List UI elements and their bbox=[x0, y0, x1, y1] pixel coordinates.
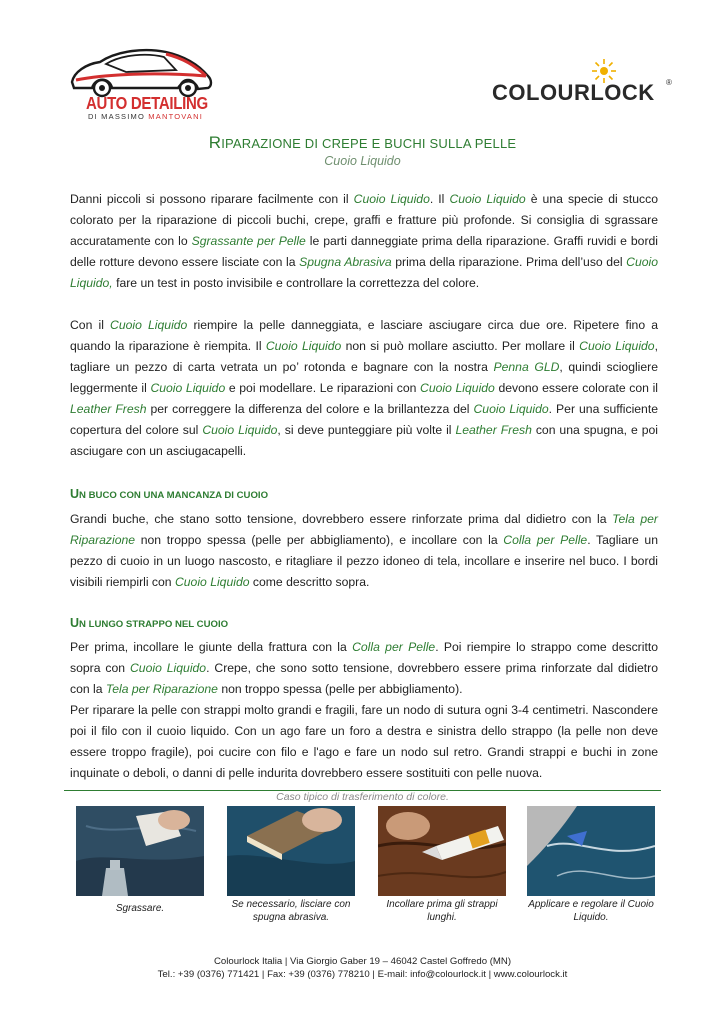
logo-title-text: AUTO DETAILING bbox=[86, 94, 208, 114]
logo-subtitle bbox=[88, 112, 203, 121]
text: e poi modellare. Le riparazioni con bbox=[225, 381, 421, 395]
heading-rest: N BUCO CON UNA MANCANZA DI CUOIO bbox=[79, 490, 269, 501]
product-name: Cuoio Liquido bbox=[202, 423, 278, 437]
product-name: Cuoio Liquido bbox=[110, 318, 188, 332]
text: . Il bbox=[429, 192, 450, 206]
title-initial: R bbox=[208, 133, 222, 152]
photo-sanding bbox=[227, 806, 355, 896]
text: le parti danneggiate prima della riparazione. Graffi ruvidi e bordi delle rotture devono essere lisciate con la bbox=[70, 234, 658, 269]
logo-title bbox=[86, 94, 208, 114]
product-name: Leather Fresh bbox=[455, 423, 532, 437]
product-name: Cuoio Liquido bbox=[579, 339, 655, 353]
product-name: Spugna Abrasiva bbox=[299, 255, 392, 269]
product-name: Tela per Riparazione bbox=[70, 512, 658, 547]
text: prima della riparazione. Prima dell’uso del bbox=[391, 255, 627, 269]
product-name: Cuoio Liquido, bbox=[70, 255, 658, 290]
section-heading-strappo bbox=[70, 616, 228, 630]
product-name: Colla per Pelle bbox=[503, 533, 588, 547]
product-name: Cuoio Liquido bbox=[420, 381, 495, 395]
section-1-text bbox=[70, 509, 658, 593]
footer-address: Colourlock Italia | Via Giorgio Gaber 19 – 46042 Castel Goffredo (MN) bbox=[213, 956, 512, 967]
text: come descritto sopra. bbox=[249, 575, 370, 589]
text: è una specie di stucco colorato per la riparazione di piccoli buchi, crepe, graffi e fratture più profonde. Si consiglia di sgrassare accuratamente con lo bbox=[70, 192, 658, 248]
text: per correggere la differenza del colore e la brillantezza del bbox=[146, 402, 474, 416]
product-name: Cuoio Liquido bbox=[449, 192, 526, 206]
text: non troppo spessa (pelle per abbigliamento). bbox=[217, 682, 463, 696]
page-subtitle: Cuoio Liquido bbox=[324, 154, 401, 168]
text: con una spugna, e poi asciugare con un asciugacapelli. bbox=[70, 423, 658, 458]
photo-degreasing bbox=[76, 806, 204, 896]
product-name: Cuoio Liquido bbox=[150, 381, 226, 395]
product-name: Leather Fresh bbox=[70, 402, 147, 416]
photo-caption: Incollare prima gli strappi lunghi. bbox=[386, 899, 498, 923]
paragraph-1 bbox=[70, 189, 658, 294]
paragraph-2 bbox=[70, 315, 658, 462]
text: Per prima, incollare le giunte della frattura con la bbox=[70, 640, 353, 654]
product-name: Cuoio Liquido bbox=[130, 661, 207, 675]
section-2-text-2: Per riparare la pelle con strappi molto grandi e fragili, fare un nodo di sutura ogni 3-4 centimetri. Nascondere poi il filo con il cuoio liquido. Con un ago fare un foro a destra e sinistra dello strappo (la pelle non deve essere troppo fragile), poi cucire con filo e l'ago e fare un nodo sul retro. Grandi strappi e buchi in zone inquinate o deboli, o danni di pelle indurita dovrebbero essere sostituiti con pelle nuova. bbox=[70, 703, 658, 780]
photo-gluing bbox=[378, 806, 506, 896]
colourlock-logo bbox=[490, 58, 680, 106]
product-name: Cuoio Liquido bbox=[353, 192, 430, 206]
product-name: Sgrassante per Pelle bbox=[191, 234, 306, 248]
product-name: Colla per Pelle bbox=[352, 640, 436, 654]
text: Con il bbox=[70, 318, 111, 332]
logo-subtitle-b: MANTOVANI bbox=[148, 112, 203, 121]
heading-rest: N LUNGO STRAPPO NEL CUOIO bbox=[79, 619, 229, 630]
product-name: Penna GLD bbox=[493, 360, 560, 374]
text: non si può mollare asciutto. Per mollare il bbox=[341, 339, 580, 353]
registered-mark: ® bbox=[666, 78, 672, 87]
logo-subtitle-a: DI MASSIMO bbox=[88, 112, 149, 121]
title-rest: IPARAZIONE DI CREPE E BUCHI SULLA PELLE bbox=[221, 136, 517, 151]
text: . Poi riempire lo strappo come descritto sopra con bbox=[70, 640, 658, 675]
text: , quindi sciogliere leggermente il bbox=[70, 360, 659, 395]
product-name: Cuoio Liquido bbox=[174, 575, 250, 589]
text: . Tagliare un pezzo di cuoio in un luogo nascosto, e ritagliare il pezzo idoneo di tela, incollare e inserire nel buco. I bordi visibili riempirli con bbox=[70, 533, 658, 589]
text: Grandi buche, che stano sotto tensione, dovrebbero essere rinforzate prima dal didietro con la bbox=[70, 512, 613, 526]
photo-caption: Se necessario, lisciare con spugna abrasiva. bbox=[231, 899, 351, 923]
text: devono essere colorate con il bbox=[494, 381, 658, 395]
heading-initial: U bbox=[70, 616, 80, 630]
gallery-caption: Caso tipico di trasferimento di colore. bbox=[276, 791, 449, 803]
text: riempire la pelle danneggiata, e lasciare asciugare circa due ore. Ripetere fino a quando la riparazione è riempita. Il bbox=[70, 318, 659, 353]
text: , tagliare un pezzo di carta vetrata un po’ rotonda e bagnare con la nostra bbox=[70, 339, 658, 374]
page-title bbox=[0, 133, 725, 153]
product-name: Tela per Riparazione bbox=[105, 682, 218, 696]
colourlock-wordmark: COLOURLOCK bbox=[492, 80, 655, 105]
heading-initial: U bbox=[70, 487, 80, 501]
text: fare un test in posto invisibile e controllare la correttezza del colore. bbox=[112, 276, 480, 290]
auto-detailing-logo bbox=[66, 42, 216, 122]
photo-caption: Applicare e regolare il Cuoio Liquido. bbox=[528, 899, 654, 923]
section-heading-buco bbox=[70, 487, 268, 501]
photo-applying bbox=[527, 806, 655, 896]
section-2-text bbox=[70, 637, 658, 700]
text: . Per una sufficiente copertura del colore sul bbox=[70, 402, 658, 437]
product-name: Cuoio Liquido bbox=[473, 402, 549, 416]
text: . Crepe, che sono sotto tensione, dovrebbero essere prima rinforzate dal didietro con la bbox=[70, 661, 658, 696]
footer-contacts: Tel.: +39 (0376) 771421 | Fax: +39 (0376) 778210 | E-mail: info@colourlock.it | www.colourlock.it bbox=[157, 969, 568, 980]
photo-caption: Sgrassare. bbox=[115, 903, 165, 914]
product-name: Cuoio Liquido bbox=[265, 339, 342, 353]
text: , si deve punteggiare più volte il bbox=[277, 423, 456, 437]
text: Danni piccoli si possono riparare facilmente con il bbox=[70, 192, 354, 206]
text: non troppo spessa (pelle per abbigliamento), e incollare con la bbox=[135, 533, 504, 547]
